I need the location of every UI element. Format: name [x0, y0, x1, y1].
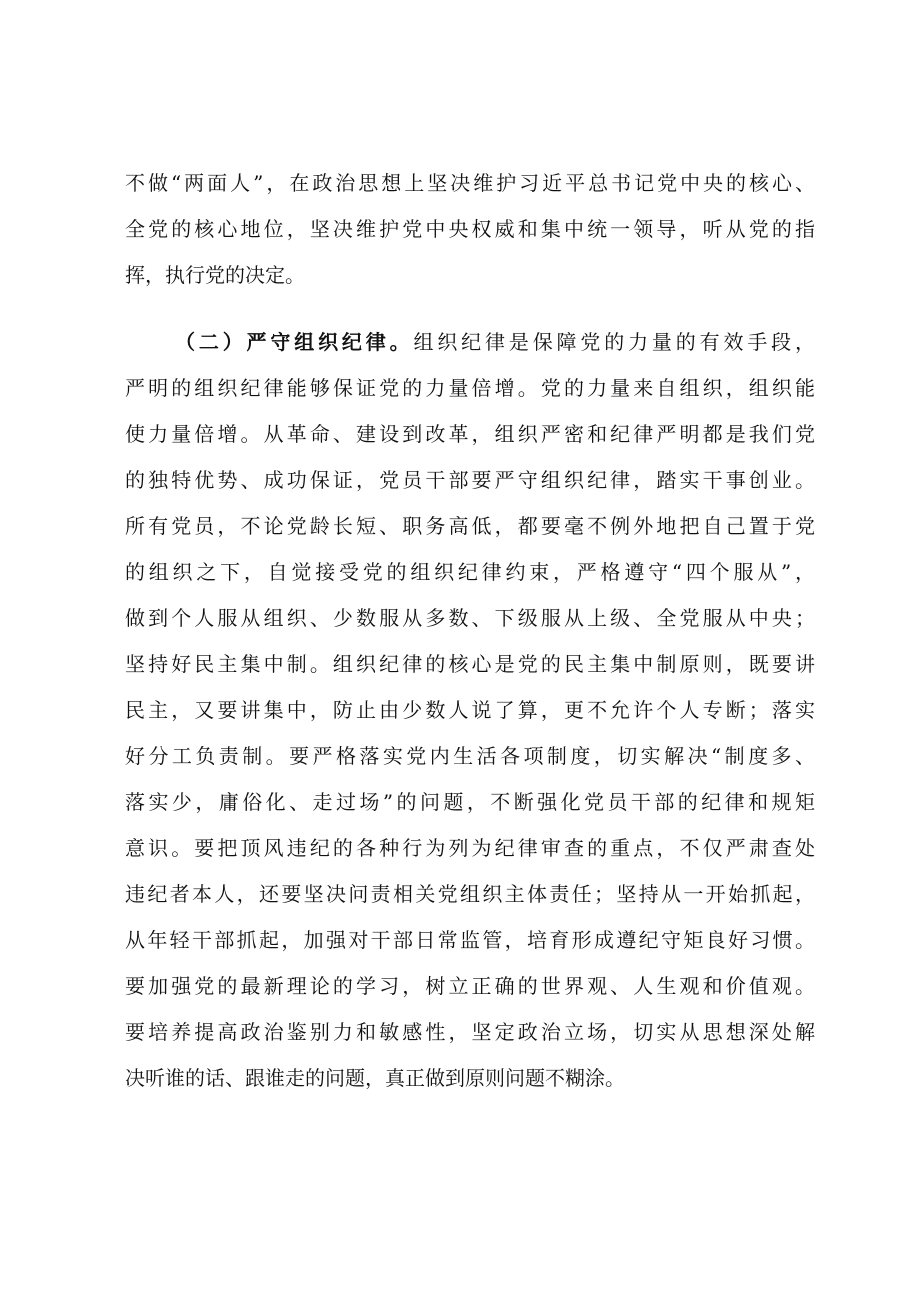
paragraph1-line-2: 全党的核心地位，坚决维护党中央权威和集中统一领导，听从党的指: [125, 217, 815, 241]
paragraph2-line: 使力量倍增。从革命、建设到改革，组织严密和纪律严明都是我们党: [125, 422, 815, 446]
paragraph2-line: 坚持好民主集中制。组织纪律的核心是党的民主集中制原则，既要讲: [125, 652, 815, 676]
section-heading: （二）严守组织纪律。: [175, 330, 414, 354]
paragraph2-line: 违纪者本人，还要坚决问责相关党组织主体责任；坚持从一开始抓起，: [125, 882, 815, 906]
paragraph1-line-3: 挥，执行党的决定。: [125, 263, 305, 287]
paragraph2-line: 的独特优势、成功保证，党员干部要严守组织纪律，踏实干事创业。: [125, 468, 815, 492]
paragraph2-line: 严明的组织纪律能够保证党的力量倍增。党的力量来自组织，组织能: [125, 376, 815, 400]
paragraph2-line: 决听谁的话、跟谁走的问题，真正做到原则问题不糊涂。: [125, 1066, 625, 1090]
paragraph2-first-line: [175, 327, 815, 357]
paragraph2-line: 从年轻干部抓起，加强对干部日常监管，培育形成遵纪守矩良好习惯。: [125, 928, 815, 952]
paragraph2-line: 意识。要把顶风违纪的各种行为列为纪律审查的重点，不仅严肃查处: [125, 836, 815, 860]
paragraph2-line: 好分工负责制。要严格落实党内生活各项制度，切实解决“制度多、: [125, 744, 815, 768]
paragraph2-line: 做到个人服从组织、少数服从多数、下级服从上级、全党服从中央；: [125, 606, 815, 630]
paragraph2-line: 所有党员，不论党龄长短、职务高低，都要毫不例外地把自己置于党: [125, 514, 815, 538]
paragraph1-line-1: 不做“两面人”，在政治思想上坚决维护习近平总书记党中央的核心、: [125, 171, 815, 195]
paragraph2-first-line-text: 组织纪律是保障党的力量的有效手段，: [413, 330, 816, 354]
paragraph2-line: 落实少，庸俗化、走过场”的问题，不断强化党员干部的纪律和规矩: [125, 790, 815, 814]
paragraph2-line: 民主，又要讲集中，防止由少数人说了算，更不允许个人专断；落实: [125, 698, 815, 722]
paragraph2-line: 要加强党的最新理论的学习，树立正确的世界观、人生观和价值观。: [125, 974, 815, 998]
paragraph2-line: 的组织之下，自觉接受党的组织纪律约束，严格遵守“四个服从”，: [125, 560, 815, 584]
paragraph2-line: 要培养提高政治鉴别力和敏感性，坚定政治立场，切实从思想深处解: [125, 1020, 815, 1044]
